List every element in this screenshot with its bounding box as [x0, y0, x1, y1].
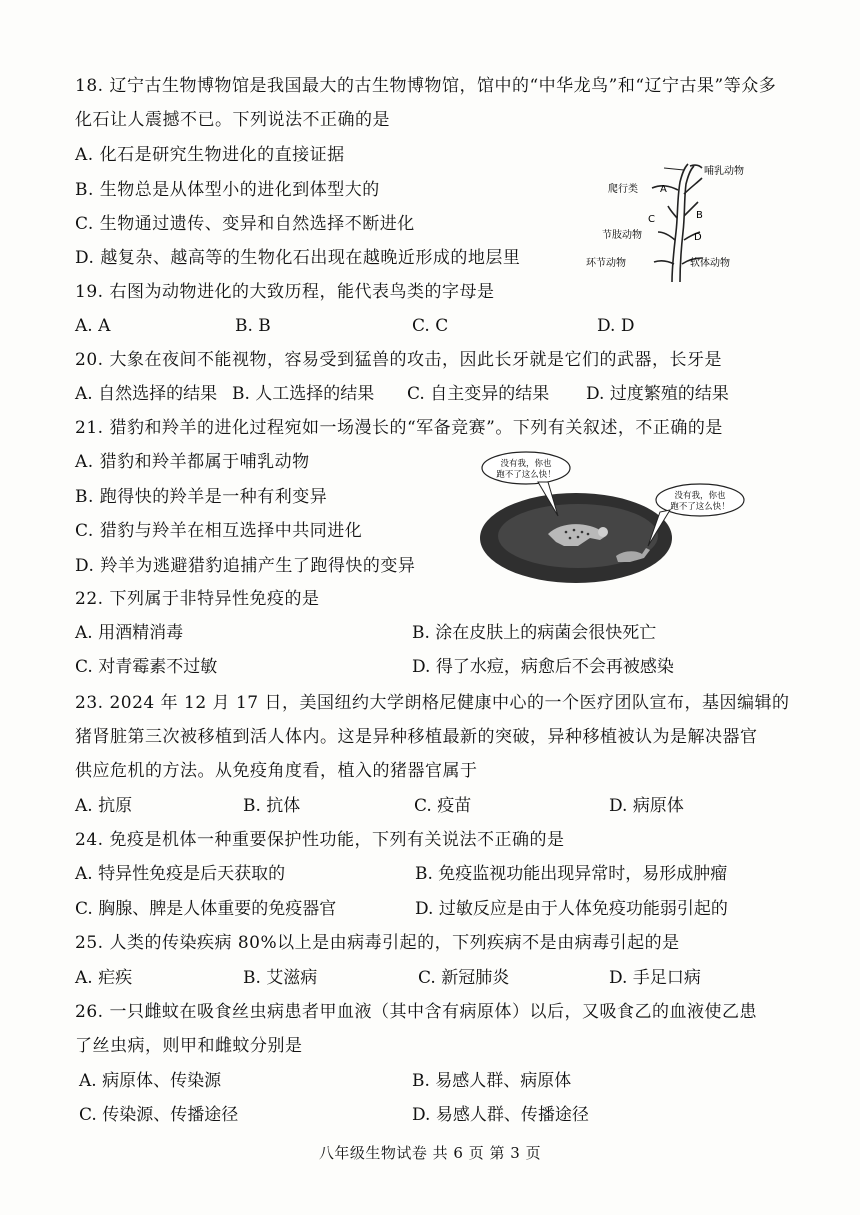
bubble-right-line-2: 跑不了这么快！ [670, 502, 730, 512]
q22-option-b: B. 涂在皮肤上的病菌会很快死亡 [412, 623, 657, 643]
q18-option-d: D. 越复杂、越高等的生物化石出现在越晚近形成的地层里 [75, 248, 521, 268]
bubble-left-line-1: 没有我，你也 [500, 459, 552, 469]
q23-stem-line-3: 供应危机的方法。从免疫角度看，植入的猪器官属于 [75, 761, 478, 781]
q20-option-b: B. 人工选择的结果 [232, 384, 375, 404]
label-arthropod: 节肢动物 [602, 230, 642, 241]
q26-option-d: D. 易感人群、传播途径 [412, 1105, 589, 1125]
q25-option-c: C. 新冠肺炎 [418, 968, 510, 988]
q20-option-d: D. 过度繁殖的结果 [586, 384, 729, 404]
q24-option-c: C. 胸腺、脾是人体重要的免疫器官 [75, 899, 337, 919]
q24-stem: 24. 免疫是机体一种重要保护性功能，下列有关说法不正确的是 [75, 830, 565, 850]
q23-option-c: C. 疫苗 [414, 796, 472, 816]
q22-option-d: D. 得了水痘，病愈后不会再被感染 [412, 657, 674, 677]
q26-option-b: B. 易感人群、病原体 [412, 1071, 572, 1091]
label-c: C [648, 214, 655, 225]
q23-option-a: A. 抗原 [75, 796, 133, 816]
q21-stem: 21. 猎豹和羚羊的进化过程宛如一场漫长的“军备竞赛”。下列有关叙述，不正确的是 [75, 418, 723, 438]
q26-option-c: C. 传染源、传播途径 [79, 1105, 239, 1125]
label-b: B [696, 210, 703, 221]
q24-option-d: D. 过敏反应是由于人体免疫功能弱引起的 [415, 899, 728, 919]
label-annelid: 环节动物 [586, 258, 626, 269]
q26-stem-line-2: 了丝虫病，则甲和雌蚊分别是 [75, 1036, 303, 1056]
q22-stem: 22. 下列属于非特异性免疫的是 [75, 589, 320, 609]
q18-option-c: C. 生物通过遗传、变异和自然选择不断进化 [75, 214, 415, 234]
bubble-right-line-1: 没有我，你也 [674, 491, 726, 501]
q19-option-a: A. A [75, 316, 111, 336]
q26-stem-line-1: 26. 一只雌蚊在吸食丝虫病患者甲血液（其中含有病原体）以后，又吸食乙的血液使乙患 [75, 1002, 757, 1022]
q19-option-c: C. C [412, 316, 449, 336]
q18-stem-line-1: 18. 辽宁古生物博物馆是我国最大的古生物博物馆，馆中的“中华龙鸟”和“辽宁古果”等众多 [75, 76, 777, 96]
q20-option-c: C. 自主变异的结果 [407, 384, 550, 404]
q19-option-b: B. B [235, 316, 271, 336]
label-mollusk: 软体动物 [690, 258, 730, 269]
q22-option-a: A. 用酒精消毒 [75, 623, 184, 643]
q24-option-a: A. 特异性免疫是后天获取的 [75, 864, 286, 884]
label-a: A [660, 184, 667, 195]
evolution-tree-figure [580, 160, 770, 285]
label-mammal: 哺乳动物 [704, 166, 744, 177]
q25-stem: 25. 人类的传染疾病 80%以上是由病毒引起的，下列疾病不是由病毒引起的是 [75, 933, 680, 953]
label-reptile: 爬行类 [608, 184, 638, 195]
q25-option-b: B. 艾滋病 [243, 968, 318, 988]
q19-option-d: D. D [597, 316, 635, 336]
q18-stem-line-2: 化石让人震撼不已。下列说法不正确的是 [75, 110, 390, 130]
page-footer: 八年级生物试卷 共 6 页 第 3 页 [318, 1144, 542, 1162]
q20-stem: 20. 大象在夜间不能视物，容易受到猛兽的攻击，因此长牙就是它们的武器，长牙是 [75, 350, 722, 370]
q26-option-a: A. 病原体、传染源 [79, 1071, 222, 1091]
q19-stem: 19. 右图为动物进化的大致历程，能代表鸟类的字母是 [75, 282, 495, 302]
q21-option-d: D. 羚羊为逃避猎豹追捕产生了跑得快的变异 [75, 556, 416, 576]
q20-option-a: A. 自然选择的结果 [75, 384, 218, 404]
cheetah-antelope-figure [478, 450, 748, 585]
q21-option-c: C. 猎豹与羚羊在相互选择中共同进化 [75, 521, 363, 541]
q23-option-b: B. 抗体 [243, 796, 301, 816]
q25-option-a: A. 疟疾 [75, 968, 133, 988]
bubble-left-line-2: 跑不了这么快！ [496, 470, 556, 480]
q25-option-d: D. 手足口病 [609, 968, 701, 988]
q23-stem-line-2: 猪肾脏第三次被移植到活人体内。这是异种移植最新的突破，异种移植被认为是解决器官 [75, 727, 758, 747]
q24-option-b: B. 免疫监视功能出现异常时，易形成肿瘤 [415, 864, 728, 884]
q18-option-b: B. 生物总是从体型小的进化到体型大的 [75, 180, 380, 200]
q21-option-a: A. 猎豹和羚羊都属于哺乳动物 [75, 452, 310, 472]
q21-option-b: B. 跑得快的羚羊是一种有利变异 [75, 487, 328, 507]
q23-stem-line-1: 23. 2024 年 12 月 17 日，美国纽约大学朗格尼健康中心的一个医疗团队宣布，基因编辑的 [75, 693, 790, 713]
label-d: D [694, 232, 702, 243]
q23-option-d: D. 病原体 [609, 796, 684, 816]
q22-option-c: C. 对青霉素不过敏 [75, 657, 218, 677]
q18-option-a: A. 化石是研究生物进化的直接证据 [75, 145, 345, 165]
